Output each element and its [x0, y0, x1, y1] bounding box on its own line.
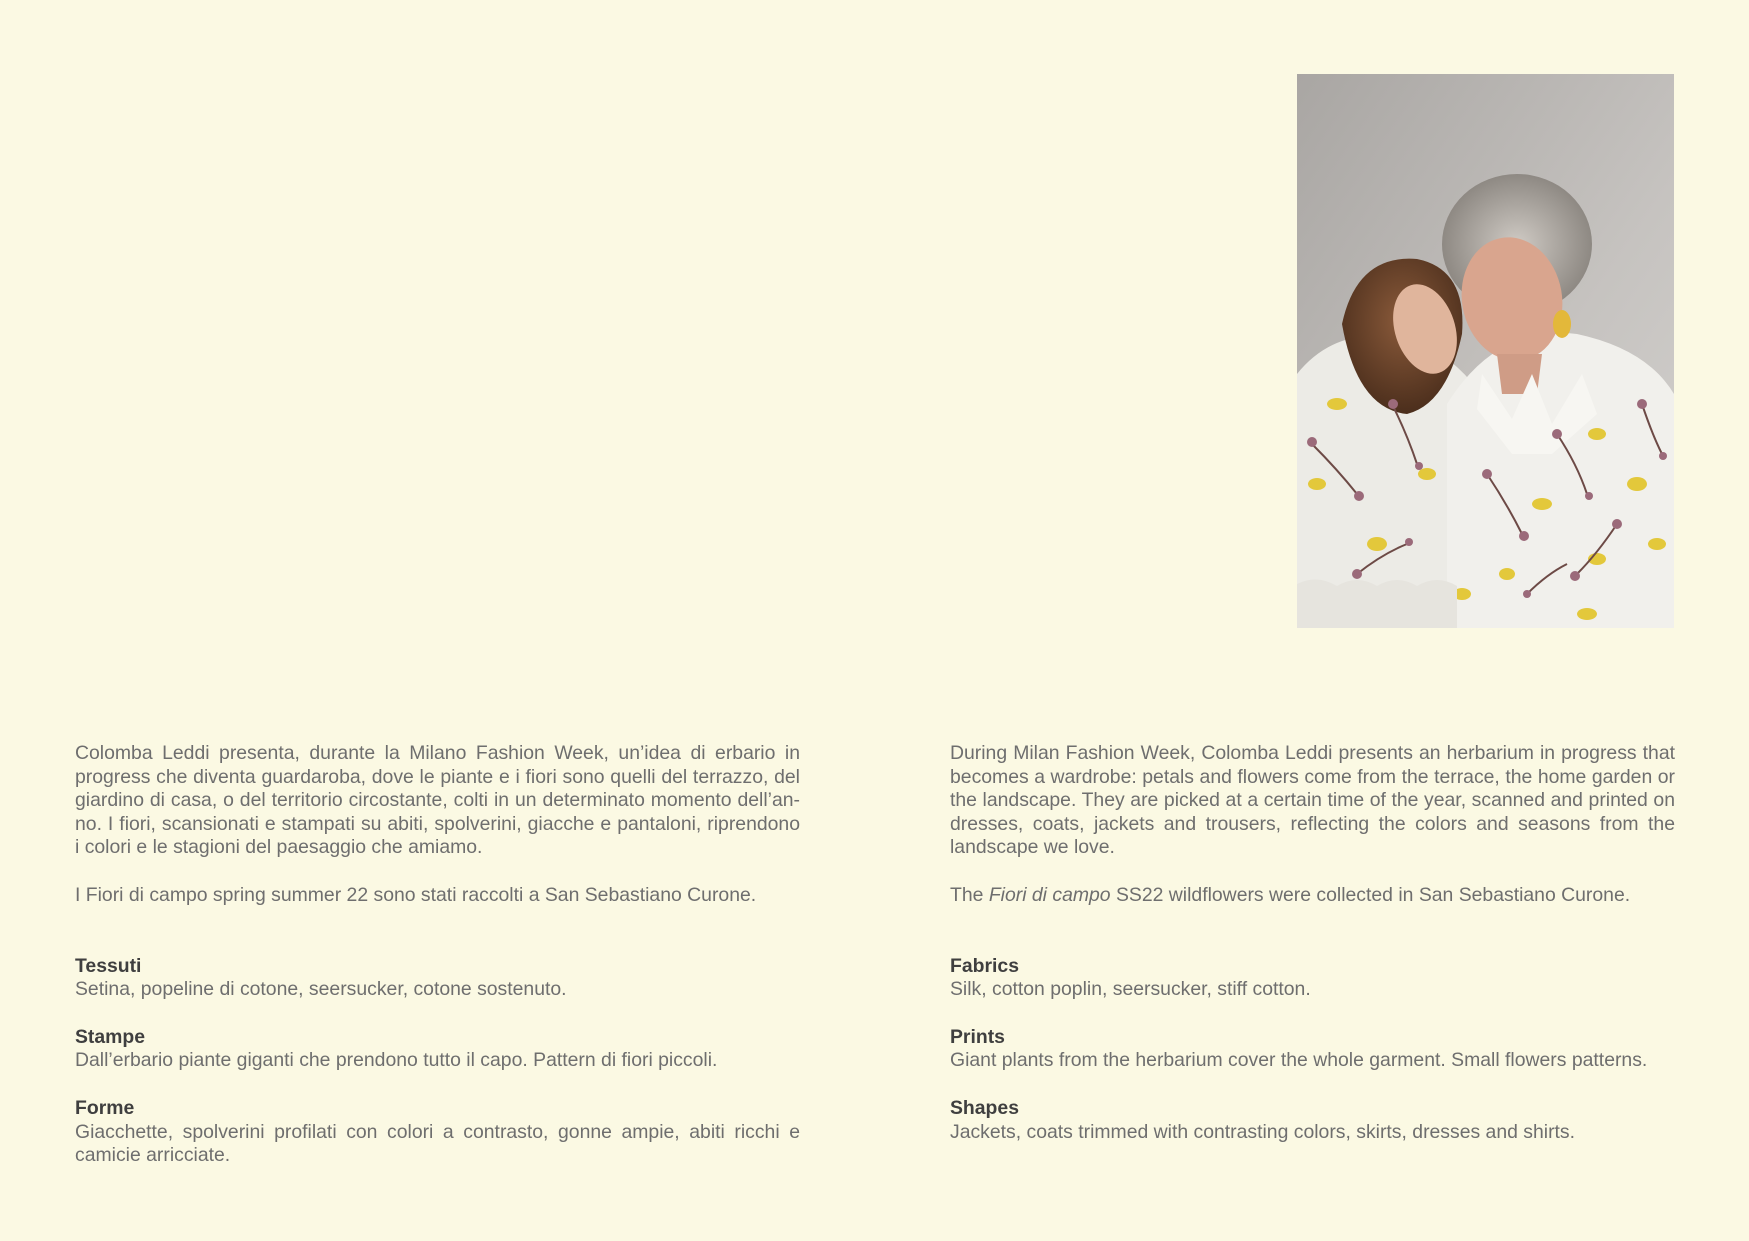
section-body-forme: Giacchette, spolverini profilati con colori a contrasto, gonne ampie, abiti ricchi e camicie arricciate.	[75, 1120, 800, 1167]
section-title-prints: Prints	[950, 1025, 1005, 1048]
section-title-tessuti: Tessuti	[75, 954, 142, 977]
section-title-fabrics: Fabrics	[950, 954, 1019, 977]
collection-name-italic: Fiori di campo	[988, 883, 1111, 906]
section-body-fabrics: Silk, cotton poplin, seersucker, stiff cotton.	[950, 978, 1311, 1001]
collection-note-prefix: The	[950, 883, 989, 906]
english-intro: During Milan Fashion Week, Colomba Leddi presents an herbarium in progress that becomes a wardrobe: petals and flowers come from the terrace, the home garden or the landscape. They are picked at a certain time of the year, scanned and printed on dresses, coats, jackets and trousers, reflecting the colors and seasons from the landscape we love.	[950, 742, 1675, 859]
english-collection-note	[950, 884, 1675, 908]
collection-note-suffix: SS22 wildflowers were collected in San Sebastiano Curone.	[1110, 883, 1631, 906]
english-column	[950, 742, 1675, 1144]
section-body-prints: Giant plants from the herbarium cover the whole garment. Small flowers patterns.	[950, 1049, 1648, 1072]
section-title-stampe: Stampe	[75, 1025, 146, 1048]
section-body-tessuti: Setina, popeline di cotone, seersucker, cotone sostenuto.	[75, 978, 567, 1001]
section-body-shapes: Jackets, coats trimmed with contrasting colors, skirts, dresses and shirts.	[950, 1120, 1576, 1143]
photo-two-women-floral-shirts	[1297, 74, 1674, 628]
section-title-forme: Forme	[75, 1096, 135, 1119]
italian-column	[75, 742, 800, 1168]
section-title-shapes: Shapes	[950, 1096, 1019, 1119]
italian-collection-note: I Fiori di campo spring summer 22 sono stati raccolti a San Sebastiano Curone.	[75, 883, 757, 906]
section-body-stampe: Dall’erbario piante giganti che prendono tutto il capo. Pattern di fiori piccoli.	[75, 1049, 718, 1072]
italian-intro: Colomba Leddi presenta, durante la Milano Fashion Week, un’idea di erbario in progress che diventa guardaroba, dove le piante e i fiori sono quelli del terrazzo, del giardino di casa, o del territorio circostante, colti in un determinato momento dell’an-no. I fiori, scansionati e stampati su abiti, spolverini, giacche e pantaloni, riprendono i colori e le stagioni del paesaggio che amiamo.	[75, 742, 800, 859]
